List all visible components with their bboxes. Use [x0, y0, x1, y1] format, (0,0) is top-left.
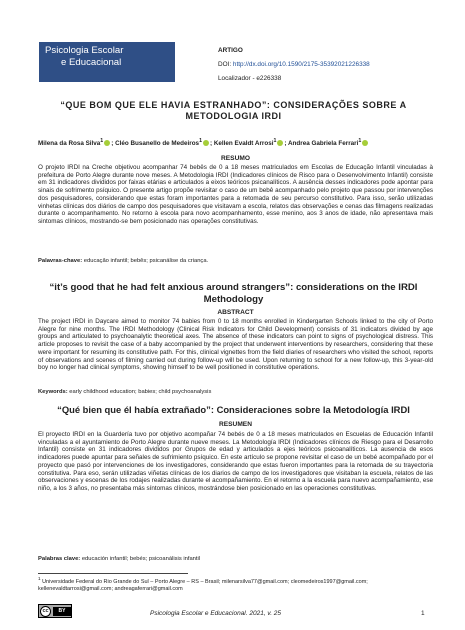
journal-logo-text	[45, 45, 171, 69]
author-affiliation: 1	[199, 138, 202, 144]
orcid-icon[interactable]	[104, 140, 110, 146]
resumen-heading: RESUMEN	[219, 421, 252, 428]
orcid-icon[interactable]	[277, 140, 283, 146]
author-affiliation: 1	[358, 138, 362, 144]
footnote-text: Universidade Federal do Rio Grande do Sul – Porto Alegre – RS – Brasil; milenarsilva77@gmail.com; cleomedeiros1997@gmail.com; kellenevaldtarrosi@gmail.com; andreagaferrari@gmail.com	[38, 578, 368, 593]
resumen-text: El proyecto IRDI en la Guardería tuvo por objetivo acompañar 74 bebés de 0 a 18 meses matriculados en Escuelas de Educación Infantil vinculadas a el ayuntamiento de Porto Alegre durante nueve meses. La Metodología IRDI (Indicadores clínicos de Riesgo para el Desarrollo Infantil) consiste en 31 indicadores divididos por Grupos de edad y articulados a ejes teóricos psicoanalíticos. La ausencia de esos indicadores puede apuntar para señales de sufrimiento psíquico. En este artículo se propone revisitar el caso de un bebé acompañado por el proyecto que pasó por intervenciones de los investigadores, considerando que estas fueron importantes para la retomada de su trayectoria constitutiva. Para eso, serán utilizadas viñetas clínicas de los diarios de campo de los investigadores que visitaban la escuela, relatos de las observaciones y escenas de los rodajes realizadas durante el acompañamiento. En el retorno a la escuela para nuevo acompañamiento, ese niño, a los 3 años, no presentaba más síntomas clínicos, mostrándose bien posicionado en las operaciones constitutivas.	[38, 431, 433, 492]
footnote	[38, 575, 433, 594]
article-title-es: “Qué bien que él había extrañado”: Consideraciones sobre la Metodología IRDI	[57, 404, 410, 415]
resumo-heading: RESUMO	[221, 155, 250, 162]
author-name: Kellen Evaldt Arrosi	[213, 140, 274, 148]
author-list: Milena da Rosa Silva$^1$ ; Cléo Busanello de Medeiros$^1$ ; Kellen Evaldt Arrosi$^1$ ; Andrea Gabriela Ferrari$^1$	[38, 138, 433, 147]
resumo-keywords	[38, 258, 433, 264]
keywords-label: Palabras clave:	[38, 556, 81, 562]
author-name: Cléo Busanello de Medeiros	[115, 140, 200, 148]
abstract-keywords	[38, 389, 433, 395]
cc-icon: cc	[40, 606, 51, 617]
orcid-icon[interactable]	[362, 140, 368, 146]
journal-logo	[39, 42, 175, 82]
author-name: Andrea Gabriela Ferrari	[288, 140, 359, 148]
author-affiliation: 1	[273, 138, 277, 144]
doi-row	[218, 60, 370, 70]
article-type: ARTIGO	[218, 47, 243, 54]
logo-line-2: e Educacional	[61, 57, 122, 68]
cc-by-license-icon[interactable]	[38, 604, 72, 618]
author-affiliation: 1	[100, 138, 104, 144]
doi-link[interactable]: http://dx.doi.org/10.1590/2175-35392021226338	[232, 61, 370, 68]
resumen-keywords	[38, 556, 433, 562]
logo-line-1: Psicologia Escolar	[45, 45, 124, 56]
by-label: BY	[53, 607, 71, 616]
keywords-text: educação infantil; bebês; psicanálise da criança.	[82, 258, 209, 264]
keywords-label: Keywords:	[38, 389, 68, 395]
abstract-heading: ABSTRACT	[217, 309, 254, 316]
article-title-en: “it’s good that he had felt anxious around strangers”: considerations on the IRDI Methodology	[49, 282, 418, 305]
article-title-pt: “QUE BOM QUE ELE HAVIA ESTRANHADO”: CONSIDERAÇÕES SOBRE A METODOLOGIA IRDI	[60, 100, 407, 121]
orcid-icon[interactable]	[203, 140, 209, 146]
resumo-text: O projeto IRDI na Creche objetivou acompanhar 74 bebês de 0 a 18 meses matriculados em Escolas de Educação Infantil vinculadas à prefeitura de Porto Alegre durante nove meses. A Metodologia IRDI (Indicadores clínicos de Risco para o Desenvolvimento Infantil) consiste em 31 indicadores divididos por faixas etárias e articulados a eixos teóricos psicanalíticos. A ausência desses indicadores pode apontar para sinais de sofrimento psíquico. O presente artigo propõe revisitar o caso de um bebê acompanhado pelo projeto que passou por intervenções dos pesquisadores, considerando que estas foram importantes para a retomada de seu percurso constitutivo. Para isso, serão utilizadas vinhetas clínicas dos diários de campo dos pesquisadores que visitavam a escola, relatos das observações e cenas das filmagens realizadas durante o acompanhamento. No retorno à escola para novo acompanhamento, esse menino, aos 3 anos de idade, não apresentava mais sintomas clínicos, mostrando-se bem posicionado nas operações constitutivas.	[38, 164, 433, 225]
keywords-text: early childhood education; babies; child psychoanalysis	[67, 389, 212, 395]
doi-prefix: DOI:	[218, 61, 233, 68]
abstract-text: The project IRDI in Daycare aimed to monitor 74 babies from 0 to 18 months enrolled in Kindergarten Schools linked to the city of Porto Alegre for nine months. The IRDI Methodology (Clinical Risk Indicators for Child Development) consists of 31 indicators divided by age groups and articulated to psychoanalytic theoretical axes. The absence of these indicators can point to signs of psychological distress. This article proposes to revisit the case of a baby accompanied by the project that underwent interventions by researchers, considering that these were important for resuming its constitutive path. For this, clinical vignettes from the field diaries of researchers who visited the school, reports of observations and scenes of filming carried out during follow-up will be used. Upon returning to school for a new follow-up, this 3-year-old boy no longer had clinical symptoms, showing himself to be well positioned in constitutive operations.	[38, 318, 433, 372]
page-number: 1	[421, 610, 425, 617]
keywords-label: Palavras-chave:	[38, 258, 83, 264]
footnote-marker: 1	[38, 576, 41, 581]
author-name: Milena da Rosa Silva	[38, 140, 101, 148]
keywords-text: educación infantil; bebés; psicoanálisis infantil	[80, 556, 201, 562]
localizador: Localizador - e226338	[218, 75, 282, 82]
footnote-rule	[38, 573, 188, 574]
article-meta	[218, 46, 370, 88]
footer-journal: Psicologia Escolar e Educacional. 2021, v. 25	[150, 610, 282, 617]
